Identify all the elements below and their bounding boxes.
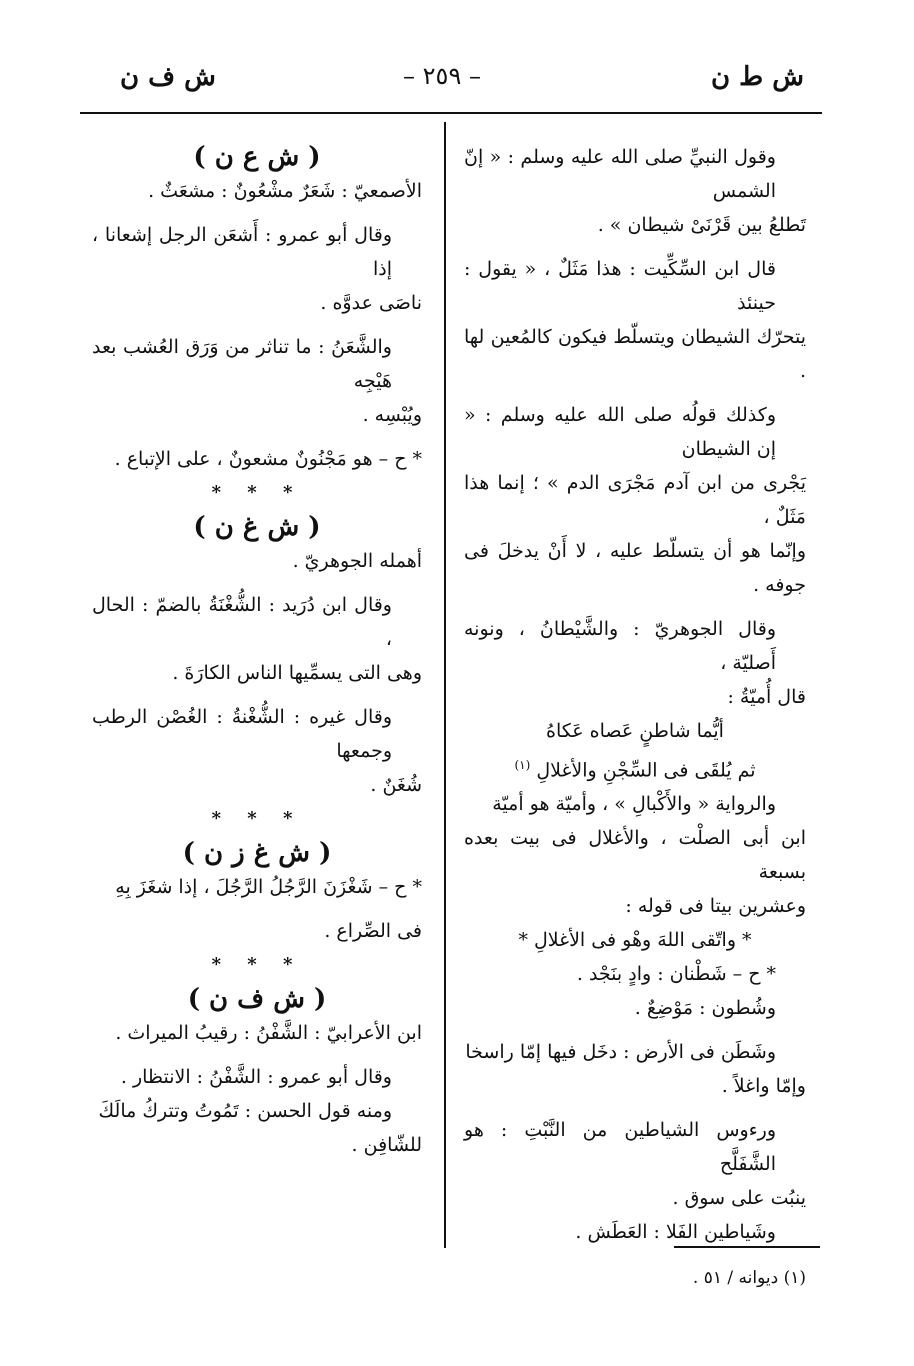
text-line: ابن الأعرابيّ : الشَّفْنُ : رقيبُ الميراث . — [115, 1022, 422, 1044]
header-left-root: ش ف ن — [120, 62, 216, 92]
section-separator: * * * — [211, 954, 303, 975]
text-line: * ح – شَطْنان : وادٍ بنَجْد . — [576, 963, 776, 986]
right-column — [464, 140, 806, 1249]
section-separator: * * * — [211, 482, 303, 503]
entry-title: ( ش ف ن ) — [187, 984, 327, 1014]
footnote-marker: (١) — [514, 758, 531, 772]
text-line: تَطلعُ بين قَرْنَىْ شيطان » . — [597, 214, 806, 236]
text-line: وهى التى يسمِّيها الناس الكارَةَ . — [172, 662, 422, 684]
text-line: وقال ابن دُرَيد : الشُّغْنَةُ بالضمّ : الحال ، — [92, 594, 392, 650]
page-number: – ٢٥٩ – — [403, 62, 481, 90]
text-line: ابن أبى الصلْت ، والأغلال فى بيت بعده بسبعة — [464, 827, 806, 884]
text-line: * ح – هو مَجْنُونٌ مشعونٌ ، على الإتباع . — [114, 448, 422, 470]
text-line: قال أُميّةُ : — [727, 686, 806, 708]
verse-line: * واتّقى اللهَ وهْو فى الأغلالِ * — [518, 929, 752, 952]
column-divider — [444, 122, 446, 1248]
entry-title: ( ش غ ن ) — [193, 512, 321, 542]
text-line: وقال أبو عمرو : أَشعَن الرجل إشعانا ، إذا — [92, 224, 392, 280]
header-right-root: ش ط ن — [711, 62, 804, 92]
text-line: وعشرين بيتا فى قوله : — [625, 895, 806, 918]
text-line: وإمّا واغلاً . — [721, 1075, 806, 1098]
text-line: وقال غيره : الشُّغْنةُ : الغُصْن الرطب وجمعها — [92, 706, 392, 762]
text-line: ناصَى عدوَّه . — [320, 292, 422, 314]
text-line: وشَطَن فى الأرض : دخَل فيها إمّا راسخا — [465, 1041, 776, 1064]
text-line: يتحرّك الشيطان ويتسلّط فيكون كالمُعين لها . — [464, 326, 806, 382]
text-line: والشَّعَنُ : ما تناثر من وَرَق العُشب بعد هَيْجِه — [92, 336, 392, 392]
page-header — [80, 62, 804, 102]
text-line: وقال الجوهريّ : والشَّيْطانُ ، ونونه أَصليّة ، — [464, 618, 776, 674]
text-line: أهمله الجوهريّ . — [292, 550, 422, 572]
text-line: الأصمعيّ : شَعَرٌ مشْعُونٌ : مشعَثٌ . — [148, 180, 422, 202]
text-line: وكذلك قولُه صلى الله عليه وسلم : « إن الشيطان — [464, 404, 776, 460]
text-line: وقال أبو عمرو : الشَّفْنُ : الانتظار . — [120, 1066, 392, 1088]
entry-title: ( ش ع ن ) — [193, 142, 321, 172]
text-line: ويُبْسِه . — [362, 404, 422, 426]
text-line: ورءوس الشياطين من النَّبْتِ : هو الشَّفَلَّح — [464, 1119, 776, 1176]
text-line: فى الصِّراع . — [324, 920, 422, 942]
entry-title: ( ش غ ز ن ) — [182, 838, 332, 868]
footnote: (١) ديوانه / ٥١ . — [692, 1268, 806, 1288]
text-line: وشُطون : مَوْضِعٌ . — [634, 997, 776, 1020]
verse-line: أيُّما شاطنٍ عَصاه عَكاهُ — [546, 720, 724, 742]
text-line: شُغَنٌ . — [370, 774, 422, 796]
verse-line — [464, 748, 806, 787]
section-separator: * * * — [211, 808, 303, 829]
text-line: والرواية « والأَكْبالِ » ، وأميّة هو أميّة — [492, 793, 776, 816]
text-line: يَجْرى من ابن آدم مَجْرَى الدم » ؛ إنما هذا مَثَلٌ ، — [464, 472, 806, 528]
verse-text: ثم يُلقَى فى السِّجْنِ والأغلالِ — [536, 759, 756, 782]
text-line: قال ابن السِّكِّيت : هذا مَثَلٌ ، « يقول : حينئذ — [464, 258, 776, 314]
text-line: وقول النبيِّ صلى الله عليه وسلم : « إنّ الشمس — [464, 146, 776, 202]
text-line: وإنّما هو أن يتسلّط عليه ، لا أَنْ يدخلَ فى جوفه . — [464, 540, 806, 596]
text-line: ينبُت على سوق . — [672, 1187, 806, 1210]
text-line: للشّافِن . — [351, 1134, 422, 1156]
left-column — [92, 140, 422, 1162]
text-line: وشَياطين الفَلا : العَطَش . — [575, 1221, 776, 1244]
text-line: ومنه قول الحسن : تَمُوتُ وتتركُ مالَكَ — [98, 1100, 392, 1122]
footnote-rule — [674, 1246, 820, 1248]
header-rule — [80, 112, 822, 114]
text-line: * ح – شَغْزَنَ الرَّجُلُ الرَّجُلَ ، إذا شغَزَ بِهِ — [115, 876, 422, 898]
